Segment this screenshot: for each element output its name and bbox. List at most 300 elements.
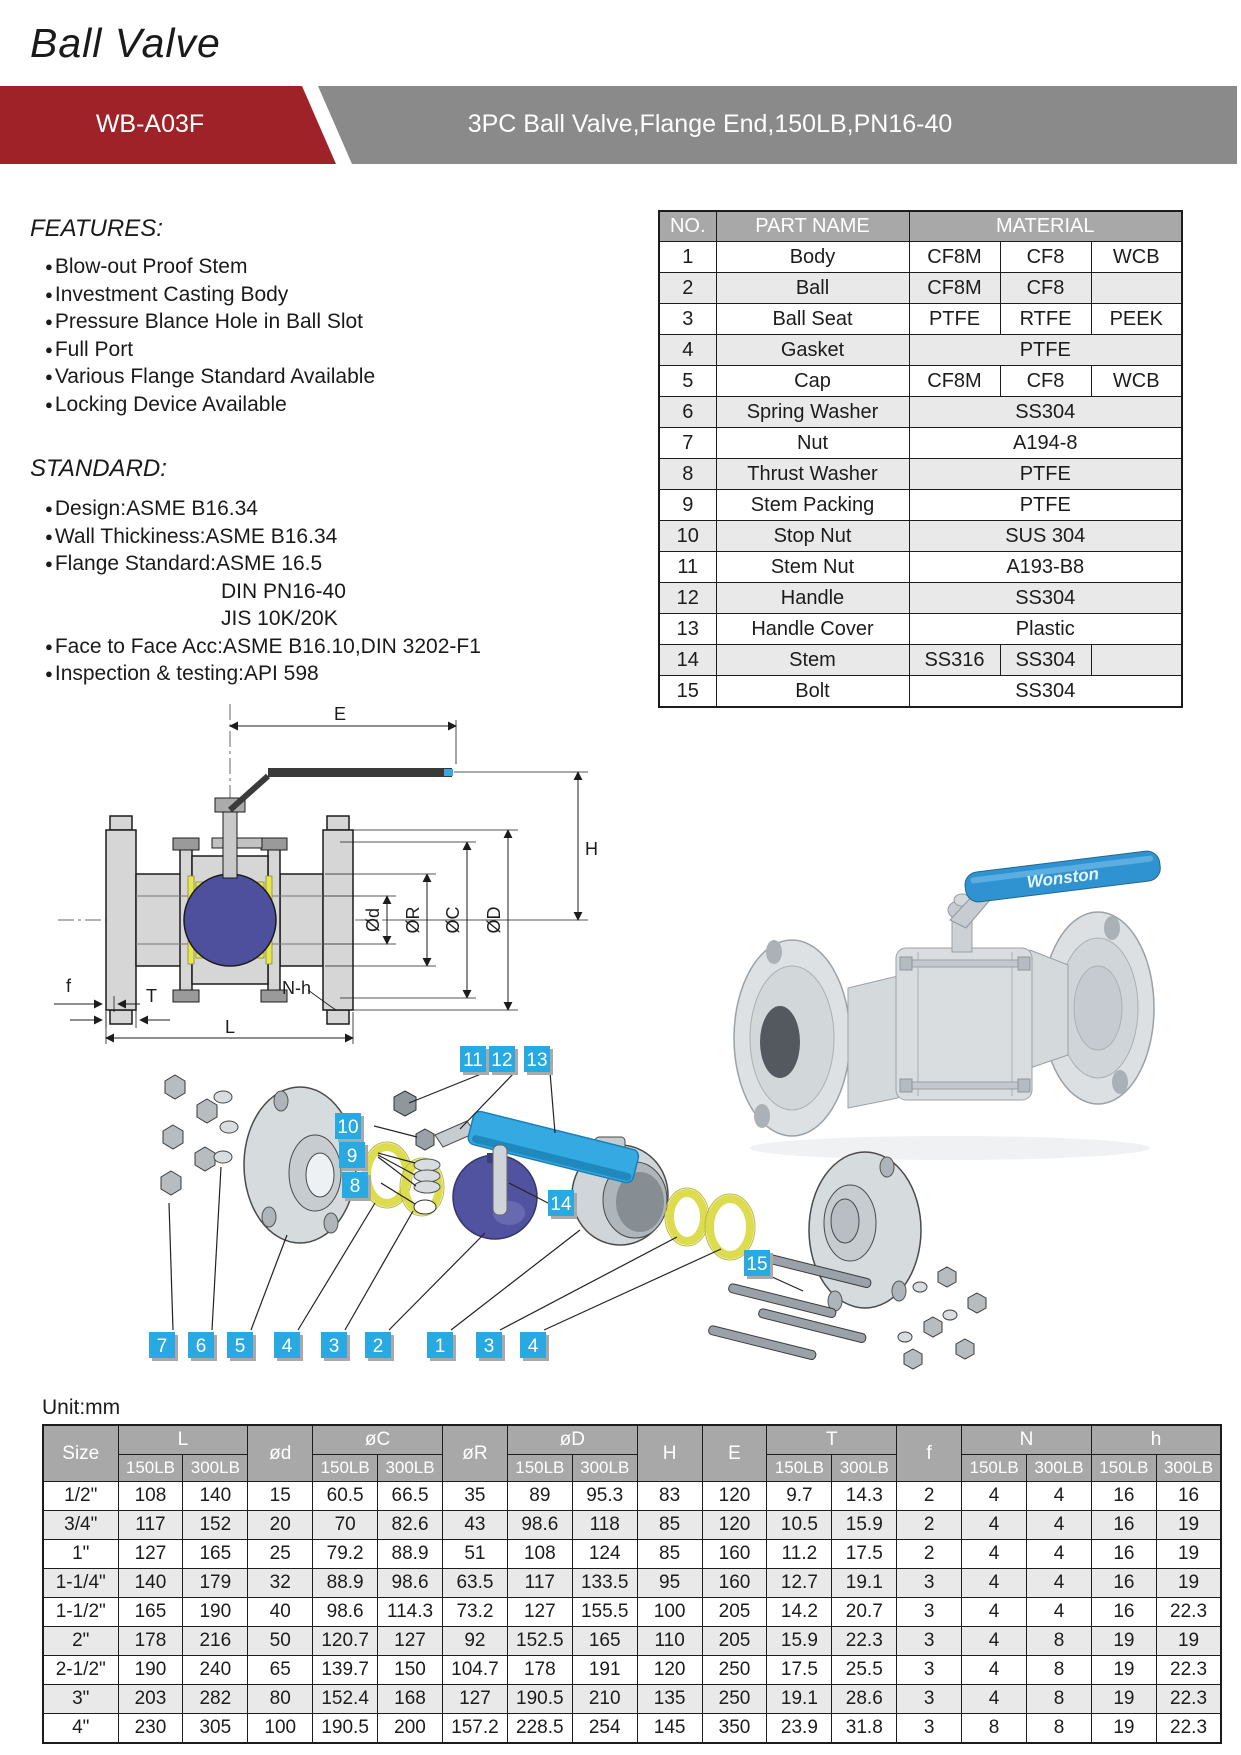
col-h: h — [1091, 1425, 1221, 1455]
cell: PTFE — [909, 490, 1182, 521]
cell: SS304 — [1000, 645, 1091, 676]
part-tag: 11 — [463, 1050, 483, 1071]
cell: 63.5 — [442, 1569, 507, 1598]
cell: 28.6 — [832, 1685, 897, 1714]
parts-row — [659, 366, 1182, 397]
cell: 23.9 — [767, 1714, 832, 1744]
parts-row — [659, 521, 1182, 552]
cell: 19.1 — [832, 1569, 897, 1598]
standard-item-indent: JIS 10K/20K — [221, 607, 338, 630]
cell: 16 — [1091, 1511, 1156, 1540]
cell: Plastic — [909, 614, 1182, 645]
cell: Ball Seat — [716, 304, 909, 335]
cell: 350 — [702, 1714, 767, 1744]
cell: 17.5 — [767, 1656, 832, 1685]
cell: 10 — [659, 521, 716, 552]
cell: 230 — [118, 1714, 183, 1744]
dim-label-H: H — [585, 839, 598, 859]
unit-label: Unit:mm — [42, 1396, 121, 1419]
col-L: L — [118, 1425, 248, 1455]
cell: Handle — [716, 583, 909, 614]
col-150lb: 150LB — [118, 1455, 183, 1482]
dimensions-table — [42, 1424, 1222, 1744]
standard-section — [30, 455, 481, 688]
cell: 88.9 — [313, 1569, 378, 1598]
part-tag: 14 — [550, 1194, 572, 1215]
parts-row — [659, 676, 1182, 708]
cell: 4 — [1027, 1540, 1092, 1569]
col-300lb: 300LB — [1156, 1455, 1221, 1482]
parts-row — [659, 428, 1182, 459]
dims-row — [43, 1685, 1221, 1714]
col-material: MATERIAL — [909, 211, 1182, 242]
cell: 9 — [659, 490, 716, 521]
cell: 4 — [962, 1540, 1027, 1569]
cell: 165 — [572, 1627, 637, 1656]
col-N: N — [962, 1425, 1092, 1455]
cell: PTFE — [909, 459, 1182, 490]
cell: Nut — [716, 428, 909, 459]
cell: 4 — [962, 1598, 1027, 1627]
cell: 4 — [962, 1569, 1027, 1598]
cell: WCB — [1091, 366, 1182, 397]
cell: 4 — [1027, 1482, 1092, 1511]
cell: 210 — [572, 1685, 637, 1714]
part-tag: 15 — [746, 1254, 768, 1275]
header-band — [0, 86, 1241, 164]
cell: 3 — [897, 1627, 962, 1656]
cell: 19 — [1156, 1627, 1221, 1656]
cell: 4 — [962, 1627, 1027, 1656]
cell: 120.7 — [313, 1627, 378, 1656]
cell: CF8 — [1000, 242, 1091, 273]
cell: 19 — [1156, 1540, 1221, 1569]
cell: 3 — [659, 304, 716, 335]
cell: 11 — [659, 552, 716, 583]
cell: 2 — [897, 1540, 962, 1569]
dim-label-R: ØR — [403, 906, 423, 934]
standard-item-indent: DIN PN16-40 — [221, 579, 346, 603]
parts-row — [659, 304, 1182, 335]
cell: 80 — [248, 1685, 313, 1714]
cell: CF8M — [909, 273, 1000, 304]
parts-row — [659, 552, 1182, 583]
cell: 16 — [1156, 1482, 1221, 1511]
cell: 127 — [442, 1685, 507, 1714]
cell: 127 — [118, 1540, 183, 1569]
cell: 3 — [897, 1598, 962, 1627]
cell: 254 — [572, 1714, 637, 1744]
standard-item: ● Design:ASME B16.34 — [45, 495, 481, 523]
cell: 22.3 — [1156, 1656, 1221, 1685]
cell: 216 — [183, 1627, 248, 1656]
cell — [1091, 273, 1182, 304]
dim-label-T: T — [146, 986, 157, 1006]
col-150lb: 150LB — [962, 1455, 1027, 1482]
part-tag: 8 — [349, 1176, 361, 1197]
cell: 135 — [637, 1685, 702, 1714]
cell: 4 — [962, 1685, 1027, 1714]
cell: 127 — [378, 1627, 443, 1656]
cell: 168 — [378, 1685, 443, 1714]
dim-label-E: E — [333, 704, 347, 724]
cell: SUS 304 — [909, 521, 1182, 552]
cell: Stem Nut — [716, 552, 909, 583]
cell: SS304 — [909, 676, 1182, 708]
col-300lb: 300LB — [378, 1455, 443, 1482]
col-size: Size — [43, 1425, 118, 1482]
cell: 22.3 — [1156, 1714, 1221, 1744]
cell: 139.7 — [313, 1656, 378, 1685]
col-T: T — [767, 1425, 897, 1455]
cell: A194-8 — [909, 428, 1182, 459]
cell: 120 — [702, 1482, 767, 1511]
cell: 3 — [897, 1714, 962, 1744]
col-E: E — [702, 1425, 767, 1482]
cell: Body — [716, 242, 909, 273]
part-tag: 12 — [491, 1050, 513, 1071]
cell: 145 — [637, 1714, 702, 1744]
cell: 95.3 — [572, 1482, 637, 1511]
cell: 73.2 — [442, 1598, 507, 1627]
parts-row — [659, 335, 1182, 366]
col-no: NO. — [659, 211, 716, 242]
col-150lb: 150LB — [767, 1455, 832, 1482]
cell: 100 — [248, 1714, 313, 1744]
standard-item: ● Flange Standard:ASME 16.5 — [45, 550, 481, 578]
cell: 35 — [442, 1482, 507, 1511]
parts-row — [659, 583, 1182, 614]
exploded-diagram — [75, 1025, 1240, 1410]
cell: 98.6 — [313, 1598, 378, 1627]
cell: 3 — [897, 1569, 962, 1598]
cell: 15 — [248, 1482, 313, 1511]
cell: SS316 — [909, 645, 1000, 676]
cell: 5 — [659, 366, 716, 397]
cell: CF8M — [909, 242, 1000, 273]
cell: 14.3 — [832, 1482, 897, 1511]
cell: 155.5 — [572, 1598, 637, 1627]
cell: Bolt — [716, 676, 909, 708]
cell: 2-1/2" — [43, 1656, 118, 1685]
cell: 15.9 — [832, 1511, 897, 1540]
dimensional-drawing — [40, 690, 600, 1055]
cell: 19 — [1091, 1685, 1156, 1714]
cell: 16 — [1091, 1569, 1156, 1598]
cell: 140 — [183, 1482, 248, 1511]
cell: PEEK — [1091, 304, 1182, 335]
col-od: ød — [248, 1425, 313, 1482]
cell: 95 — [637, 1569, 702, 1598]
cell: 120 — [702, 1511, 767, 1540]
cell: 22.3 — [832, 1627, 897, 1656]
cell: 1-1/4" — [43, 1569, 118, 1598]
cell: 19 — [1091, 1656, 1156, 1685]
cell: 3" — [43, 1685, 118, 1714]
dim-label-Nh: N-h — [282, 978, 312, 998]
dims-row — [43, 1569, 1221, 1598]
col-C: øC — [313, 1425, 443, 1455]
cell: 190 — [118, 1656, 183, 1685]
parts-row — [659, 645, 1182, 676]
cell: Stem Packing — [716, 490, 909, 521]
cell: 152.5 — [507, 1627, 572, 1656]
cell: 4 — [1027, 1598, 1092, 1627]
dims-row — [43, 1714, 1221, 1744]
cell: 133.5 — [572, 1569, 637, 1598]
cell: Cap — [716, 366, 909, 397]
cell: Gasket — [716, 335, 909, 366]
cell: 16 — [1091, 1482, 1156, 1511]
cell: 60.5 — [313, 1482, 378, 1511]
cell: 1 — [659, 242, 716, 273]
cell: 19 — [1156, 1511, 1221, 1540]
cell: 117 — [507, 1569, 572, 1598]
dim-label-C: ØC — [443, 906, 463, 934]
cell: RTFE — [1000, 304, 1091, 335]
cell: 32 — [248, 1569, 313, 1598]
cell: 1-1/2" — [43, 1598, 118, 1627]
cell: 178 — [507, 1656, 572, 1685]
cell: Thrust Washer — [716, 459, 909, 490]
cell: 160 — [702, 1540, 767, 1569]
cell: 82.6 — [378, 1511, 443, 1540]
part-tag: 3 — [483, 1336, 495, 1357]
feature-item: ● Full Port — [45, 336, 375, 364]
cell — [1091, 645, 1182, 676]
cell: 22.3 — [1156, 1685, 1221, 1714]
cell: 4 — [1027, 1569, 1092, 1598]
dims-row — [43, 1540, 1221, 1569]
page-title: Ball Valve — [30, 20, 221, 66]
cell: 150 — [378, 1656, 443, 1685]
cell: 120 — [637, 1656, 702, 1685]
dim-label-d: Ød — [363, 907, 383, 933]
cell: 19 — [1156, 1569, 1221, 1598]
handle-brand-text: Wonston — [1025, 864, 1100, 892]
col-300lb: 300LB — [572, 1455, 637, 1482]
cell: 4" — [43, 1714, 118, 1744]
col-150lb: 150LB — [507, 1455, 572, 1482]
standard-heading: STANDARD: — [30, 455, 167, 482]
cell: A193-B8 — [909, 552, 1182, 583]
cell: 98.6 — [378, 1569, 443, 1598]
cell: 13 — [659, 614, 716, 645]
cell: 118 — [572, 1511, 637, 1540]
cell: 305 — [183, 1714, 248, 1744]
col-f: f — [897, 1425, 962, 1482]
cell: 10.5 — [767, 1511, 832, 1540]
standard-item: ● Wall Thickiness:ASME B16.34 — [45, 523, 481, 551]
cell: 65 — [248, 1656, 313, 1685]
feature-item: ● Pressure Blance Hole in Ball Slot — [45, 308, 375, 336]
cell: 19 — [1091, 1714, 1156, 1744]
cell: 9.7 — [767, 1482, 832, 1511]
cell: 190.5 — [313, 1714, 378, 1744]
cell: PTFE — [909, 335, 1182, 366]
cell: 8 — [1027, 1685, 1092, 1714]
dim-label-D: ØD — [484, 906, 504, 934]
part-tag: 2 — [372, 1336, 384, 1357]
cell: 31.8 — [832, 1714, 897, 1744]
col-300lb: 300LB — [183, 1455, 248, 1482]
dims-row — [43, 1482, 1221, 1511]
cell: 228.5 — [507, 1714, 572, 1744]
cell: 205 — [702, 1598, 767, 1627]
cell: SS304 — [909, 583, 1182, 614]
standard-item: ● Face to Face Acc:ASME B16.10,DIN 3202-F1 — [45, 633, 481, 661]
part-tag: 3 — [328, 1336, 340, 1357]
cell: 8 — [1027, 1627, 1092, 1656]
cell: 40 — [248, 1598, 313, 1627]
cell: 205 — [702, 1627, 767, 1656]
cell: 15.9 — [767, 1627, 832, 1656]
cell: 2" — [43, 1627, 118, 1656]
cell: CF8 — [1000, 273, 1091, 304]
cell: 20 — [248, 1511, 313, 1540]
parts-row — [659, 614, 1182, 645]
cell: 108 — [118, 1482, 183, 1511]
part-tag: 7 — [156, 1336, 168, 1357]
col-H: H — [637, 1425, 702, 1482]
cell: 114.3 — [378, 1598, 443, 1627]
cell: 108 — [507, 1540, 572, 1569]
cell: 200 — [378, 1714, 443, 1744]
cell: 191 — [572, 1656, 637, 1685]
ball — [184, 874, 276, 966]
cell: 179 — [183, 1569, 248, 1598]
cell: 165 — [183, 1540, 248, 1569]
part-tag: 1 — [434, 1336, 446, 1357]
col-300lb: 300LB — [1027, 1455, 1092, 1482]
dims-row — [43, 1598, 1221, 1627]
cell: 19.1 — [767, 1685, 832, 1714]
cell: 250 — [702, 1685, 767, 1714]
features-list — [30, 253, 375, 418]
part-tag: 4 — [527, 1336, 539, 1357]
cell: 14 — [659, 645, 716, 676]
cell: 8 — [659, 459, 716, 490]
cell: WCB — [1091, 242, 1182, 273]
cell: 157.2 — [442, 1714, 507, 1744]
part-tag: 4 — [281, 1336, 293, 1357]
cell: 2 — [659, 273, 716, 304]
cell: 25 — [248, 1540, 313, 1569]
cell: 250 — [702, 1656, 767, 1685]
cell: 12 — [659, 583, 716, 614]
cell: Handle Cover — [716, 614, 909, 645]
cell: 124 — [572, 1540, 637, 1569]
cell: 152 — [183, 1511, 248, 1540]
cell: 190 — [183, 1598, 248, 1627]
parts-row — [659, 490, 1182, 521]
parts-row — [659, 459, 1182, 490]
parts-row — [659, 242, 1182, 273]
dims-row — [43, 1511, 1221, 1540]
cell: 4 — [659, 335, 716, 366]
cell: 8 — [1027, 1714, 1092, 1744]
cell: 85 — [637, 1511, 702, 1540]
cell: 20.7 — [832, 1598, 897, 1627]
dim-label-L: L — [224, 1017, 236, 1037]
cell: 66.5 — [378, 1482, 443, 1511]
feature-item: ● Blow-out Proof Stem — [45, 253, 375, 281]
cell: 4 — [962, 1511, 1027, 1540]
cell: 160 — [702, 1569, 767, 1598]
feature-item: ● Locking Device Available — [45, 391, 375, 419]
cell: PTFE — [909, 304, 1000, 335]
cell: 15 — [659, 676, 716, 708]
cell: 98.6 — [507, 1511, 572, 1540]
dims-header-row — [43, 1425, 1221, 1455]
cell: 1/2" — [43, 1482, 118, 1511]
cell: 7 — [659, 428, 716, 459]
cell: 104.7 — [442, 1656, 507, 1685]
features-section — [30, 215, 375, 418]
cell: 8 — [1027, 1656, 1092, 1685]
cell: 25.5 — [832, 1656, 897, 1685]
cell: 3 — [897, 1685, 962, 1714]
col-R: øR — [442, 1425, 507, 1482]
cell: 8 — [962, 1714, 1027, 1744]
standard-list — [30, 495, 481, 688]
col-part-name: PART NAME — [716, 211, 909, 242]
col-300lb: 300LB — [832, 1455, 897, 1482]
dims-row — [43, 1627, 1221, 1656]
parts-header-row — [659, 211, 1182, 242]
part-tag: 9 — [346, 1146, 358, 1167]
cell: 1" — [43, 1540, 118, 1569]
dim-label-f: f — [66, 976, 72, 996]
cell: 282 — [183, 1685, 248, 1714]
cell: 12.7 — [767, 1569, 832, 1598]
cell: Ball — [716, 273, 909, 304]
cell: 43 — [442, 1511, 507, 1540]
cell: 100 — [637, 1598, 702, 1627]
cell: 4 — [962, 1656, 1027, 1685]
parts-material-table — [658, 210, 1183, 708]
model-code: WB-A03F — [95, 110, 205, 138]
cell: 240 — [183, 1656, 248, 1685]
cell: 17.5 — [832, 1540, 897, 1569]
cell: 3 — [897, 1656, 962, 1685]
cell: 165 — [118, 1598, 183, 1627]
cell: 152.4 — [313, 1685, 378, 1714]
cell: 117 — [118, 1511, 183, 1540]
parts-row — [659, 273, 1182, 304]
features-heading: FEATURES: — [30, 215, 163, 242]
cell: SS304 — [909, 397, 1182, 428]
cell: 83 — [637, 1482, 702, 1511]
handle-lever — [230, 768, 453, 810]
cell: 11.2 — [767, 1540, 832, 1569]
dims-row — [43, 1656, 1221, 1685]
cell: 178 — [118, 1627, 183, 1656]
col-D: øD — [507, 1425, 637, 1455]
parts-row — [659, 397, 1182, 428]
cell: 79.2 — [313, 1540, 378, 1569]
cell: Spring Washer — [716, 397, 909, 428]
cell: 50 — [248, 1627, 313, 1656]
cell: 88.9 — [378, 1540, 443, 1569]
cell: Stem — [716, 645, 909, 676]
cell: 3/4" — [43, 1511, 118, 1540]
cell: 89 — [507, 1482, 572, 1511]
dims-subheader-row — [43, 1455, 1221, 1482]
cell: 51 — [442, 1540, 507, 1569]
cell: 4 — [1027, 1511, 1092, 1540]
cell: 19 — [1091, 1627, 1156, 1656]
